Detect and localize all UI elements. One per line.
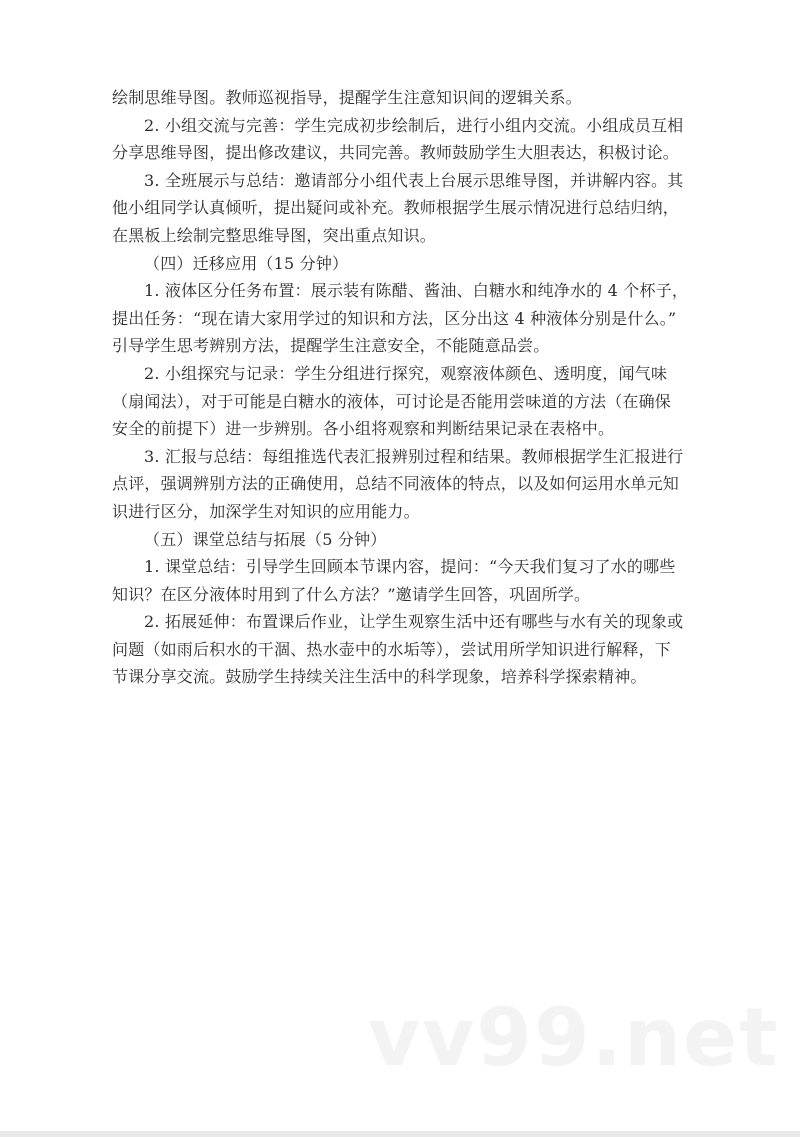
paragraph-line: 3. 全班展示与总结：邀请部分小组代表上台展示思维导图，并讲解内容。其 <box>144 170 684 190</box>
paragraph-line: 1. 液体区分任务布置：展示装有陈醋、酱油、白糖水和纯净水的 4 个杯子， <box>144 281 689 301</box>
paragraph-line: 在黑板上绘制完整思维导图，突出重点知识。 <box>112 225 437 245</box>
paragraph-line: 点评，强调辨别方法的正确使用，总结不同液体的特点，以及如何运用水单元知 <box>112 474 680 494</box>
paragraph-line: 他小组同学认真倾听，提出疑问或补充。教师根据学生展示情况进行总结归纳， <box>112 198 680 218</box>
paragraph-line: 1. 课堂总结：引导学生回顾本节课内容，提问：“今天我们复习了水的哪些 <box>144 557 676 577</box>
section-heading: （四）迁移应用（15 分钟） <box>144 253 349 273</box>
paragraph-line: 安全的前提下）进一步辨别。各小组将观察和判断结果记录在表格中。 <box>112 419 615 439</box>
paragraph-line: 知识？在区分液体时用到了什么方法？”邀请学生回答，巩固所学。 <box>112 584 591 604</box>
paragraph-line: 2. 小组探究与记录：学生分组进行探究，观察液体颜色、透明度，闻气味 <box>144 363 668 383</box>
paragraph-line: 绘制思维导图。教师巡视指导，提醒学生注意知识间的逻辑关系。 <box>112 88 582 107</box>
paragraph-line: 引导学生思考辨别方法，提醒学生注意安全，不能随意品尝。 <box>112 336 550 356</box>
paragraph-line: 提出任务：“现在请大家用学过的知识和方法，区分出这 4 种液体分别是什么。” <box>112 308 677 328</box>
page-bottom-edge <box>0 1131 800 1137</box>
document-body <box>112 84 692 691</box>
paragraph-line: 分享思维导图，提出修改建议，共同完善。教师鼓励学生大胆表达，积极讨论。 <box>112 143 680 163</box>
paragraph-line: 节课分享交流。鼓励学生持续关注生活中的科学现象，培养科学探索精神。 <box>112 667 647 687</box>
paragraph-line: 2. 小组交流与完善：学生完成初步绘制后，进行小组内交流。小组成员互相 <box>144 115 684 135</box>
paragraph-line: 识进行区分，加深学生对知识的应用能力。 <box>112 501 420 521</box>
paragraph-line: 问题（如雨后积水的干涸、热水壶中的水垢等），尝试用所学知识进行解释，下 <box>112 639 672 659</box>
paragraph-line: 3. 汇报与总结：每组推选代表汇报辨别过程和结果。教师根据学生汇报进行 <box>144 446 684 466</box>
paragraph-line: 2. 拓展延伸：布置课后作业，让学生观察生活中还有哪些与水有关的现象或 <box>144 612 684 632</box>
site-watermark: vv99.net <box>368 991 780 1084</box>
section-heading: （五）课堂总结与拓展（5 分钟） <box>144 529 387 549</box>
paragraph-line: （扇闻法），对于可能是白糖水的液体，可讨论是否能用尝味道的方法（在确保 <box>112 391 672 411</box>
